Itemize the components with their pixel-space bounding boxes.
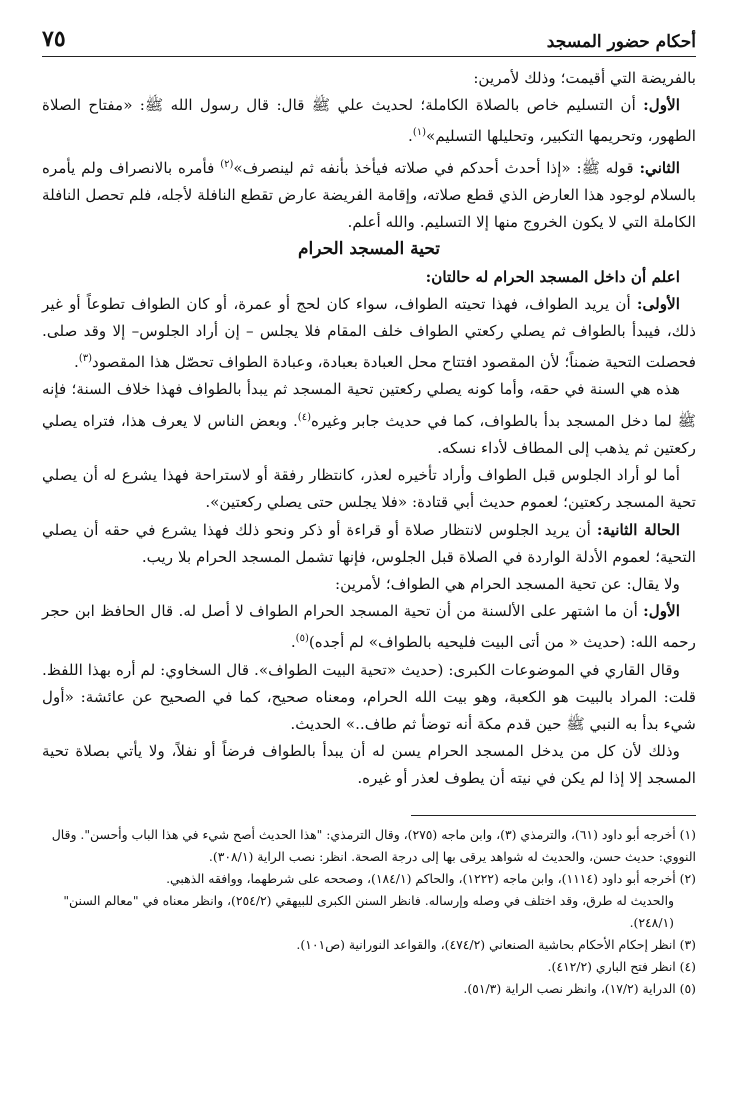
page-header	[42, 22, 696, 57]
footnotes	[42, 824, 696, 1000]
footnote-divider	[411, 815, 696, 816]
paragraph-text: فأمره بالانصراف ولم يأمره بالسلام لوجود هذا العارض الذي قطع صلاته، وإقامة الفريضة عارض تقطع النافلة لأجله، فلم تحصل النافلة الكاملة التي لا يكون الخروج منها إلا التسليم. والله أعلم.	[42, 158, 696, 232]
paragraph-text: أن يريد الجلوس لانتظار صلاة أو قراءة أو ذكر ونحو ذلك فهذا يشرع في حقه أن يصلي التحية؛ لعموم الأدلة الواردة في الصلاة قبل الجلوس، فإنها تشمل المسجد الحرام بلا ريب.	[42, 520, 696, 566]
paragraph: أما لو أراد الجلوس قبل الطواف وأراد تأخيره لعذر، كانتظار رفقة أو لاستراحة فهذا يشرع له أن يصلي تحية المسجد ركعتين؛ لعموم حديث أبي قتادة: «فلا يجلس حتى يصلي ركعتين».	[42, 466, 696, 512]
running-title: أحكام حضور المسجد	[546, 32, 696, 52]
section-title: تحية المسجد الحرام	[297, 239, 441, 260]
footnote: (٢) أخرجه أبو داود (١١١٤)، وابن ماجه (١٢٢٢)، والحاكم (١٨٤/١)، وصححه على شرطهما، ووافقه الذهبي.	[166, 870, 696, 886]
paragraph-text: . وبعض الناس لا يعرف هذا، فتراه يصلي ركعتين ثم يذهب إلى المطاف لأداء نسكه.	[42, 411, 696, 457]
point-label: الثاني:	[639, 158, 680, 177]
footnote: (٤) انظر فتح الباري (٤١٢/٢).	[547, 958, 696, 974]
paragraph-text: هذه هي السنة في حقه، وأما كونه يصلي ركعتين تحية المسجد ثم يبدأ بالطواف فهذا خلاف السنة؛ فإنه ﷺ لما دخل المسجد بدأ بالطواف، كما في حديث جابر وغيره	[42, 380, 696, 430]
footnote-ref: (٣)	[78, 353, 93, 365]
paragraph-text: .	[290, 633, 296, 652]
paragraph-text: أن ما اشتهر على الألسنة من أن تحية المسجد الحرام الطواف لا أصل له. قال الحافظ ابن حجر رحمه الله: (حديث « من أتى البيت فليحيه بالطواف» لم أجده)	[42, 602, 696, 652]
paragraph-text: أن يريد الطواف، فهذا تحيته الطواف، سواء كان لحج أو عمرة، أو كان الطواف تطوعاً أو غير ذلك، فيبدأ بالطواف ثم يصلي ركعتي الطواف خلف المقام فلا يجلس – إن أراد الجلوس– إلا وقد صلى. فحصلت التحية ضمناً؛ لأن المقصود افتتاح محل العبادة بعبادة، وعبادة الطواف تحصّل هذا المقصود	[42, 294, 696, 372]
footnote-ref: (٥)	[295, 633, 309, 645]
paragraph-text: .	[74, 353, 79, 372]
point-label: الأولى:	[636, 294, 680, 313]
footnote-ref: (١)	[412, 127, 427, 139]
paragraph: وذلك لأن كل من يدخل المسجد الحرام يسن له أن يبدأ بالطواف فرضاً أو نفلاً، ولا يأتي بصلاة تحية المسجد إلا إذا لم يكن في نيته أن يطوف لعذر أو غيره.	[42, 742, 696, 788]
paragraph	[42, 65, 696, 92]
footnote: (١) أخرجه أبو داود (٦١)، والترمذي (٣)، وابن ماجه (٢٧٥)، وقال الترمذي: "هذا الحديث أصح شيء في هذا الباب وأحسن". وقال النووي: حديث حسن، والحديث له شواهد يرقى بها إلى درجة الصحة. انظر: نصب الراية (٣٠٨/١).	[51, 826, 696, 864]
main-text	[42, 65, 696, 793]
paragraph-text: قوله ﷺ: «إذا أحدث أحدكم في صلاته فيأخذ بأنفه ثم لينصرف»	[233, 158, 640, 177]
paragraph: ولا يقال: عن تحية المسجد الحرام هي الطواف؛ لأمرين:	[335, 574, 680, 593]
page-number: ٧٥	[42, 26, 66, 52]
paragraph: اعلم أن داخل المسجد الحرام له حالتان:	[425, 267, 680, 286]
footnote: (٥) الدراية (١٧/٢)، وانظر نصب الراية (٥١/٣).	[463, 980, 696, 996]
paragraph	[42, 151, 696, 237]
paragraph-text: .	[408, 127, 413, 146]
paragraph	[42, 517, 696, 571]
point-label: الحالة الثانية:	[596, 520, 680, 539]
paragraph: وقال القاري في الموضوعات الكبرى: (حديث «تحية البيت الطواف». قال السخاوي: لم أره بهذا اللفظ. قلت: المراد بالبيت هو الكعبة، وهو بيت الله الحرام، ومعناه صحيح، كما في الصحيح عن عائشة: «أول شيء بدأ به النبي ﷺ حين قدم مكة أنه توضأ ثم طاف..» الحديث.	[42, 660, 696, 733]
paragraph-text: بالفريضة التي أقيمت؛ وذلك لأمرين:	[473, 69, 696, 87]
footnote-continuation: والحديث له طرق، وقد اختلف في وصله وإرساله. فانظر السنن الكبرى للبيهقي (٢٥٤/٢)، وانظر معناه في "معالم السنن" (٢٤٨/١).	[63, 892, 674, 930]
footnote-ref: (٢)	[220, 158, 234, 170]
point-label: الأول:	[643, 602, 680, 621]
paragraph	[42, 598, 696, 656]
paragraph	[42, 92, 696, 150]
paragraph	[42, 291, 696, 377]
footnote: (٣) انظر إحكام الأحكام بحاشية الصنعاني (٤٧٤/٢)، والقواعد النورانية (ص١٠١).	[296, 936, 696, 952]
footnote-ref: (٤)	[297, 411, 311, 423]
paragraph-text: أن التسليم خاص بالصلاة الكاملة؛ لحديث علي ﷺ قال: قال رسول الله ﷺ: «مفتاح الصلاة الطهور، وتحريمها التكبير، وتحليلها التسليم»	[42, 96, 696, 146]
point-label: الأول:	[643, 96, 680, 115]
paragraph	[42, 376, 696, 462]
